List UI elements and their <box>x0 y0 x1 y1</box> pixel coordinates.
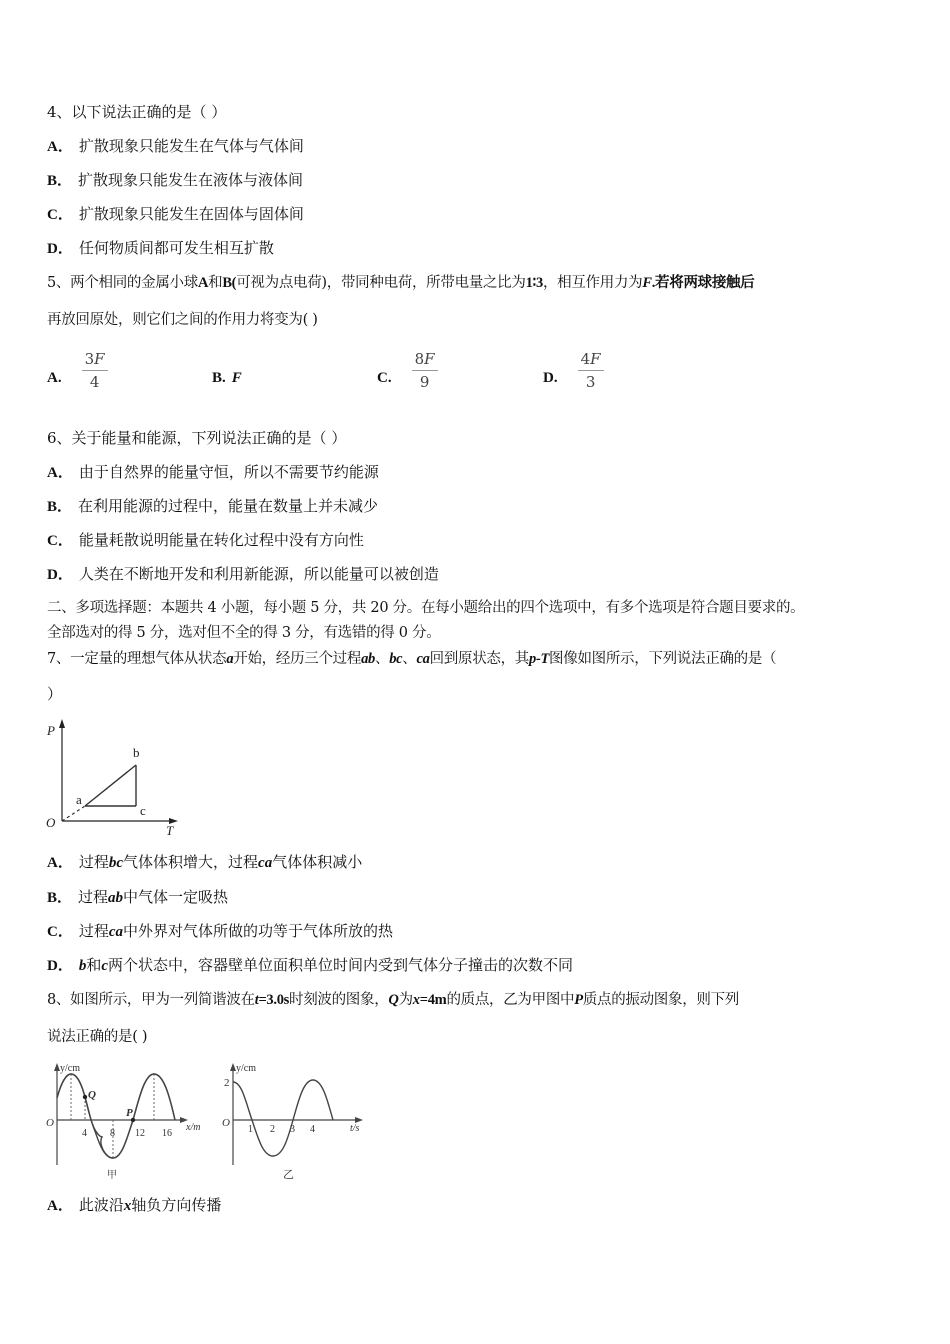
q5-text: 5、两个相同的金属小球 <box>47 275 198 291</box>
point-label-a: a <box>76 792 82 807</box>
q8-text: 8、如图所示，甲为一列简谐波在 <box>47 992 255 1008</box>
denominator: 4 <box>89 373 100 391</box>
option-var: b <box>78 958 87 974</box>
figure-caption: 乙 <box>283 1169 294 1181</box>
option-letter: C. <box>377 370 392 386</box>
q5-options <box>47 343 647 393</box>
option-letter: D． <box>47 241 73 257</box>
q5-text: ，相互作用力为 <box>542 275 643 291</box>
origin-label: O <box>46 815 56 830</box>
q7-var: a <box>226 651 234 667</box>
numerator: 4 <box>580 350 591 368</box>
q8-value: =4m <box>419 992 447 1008</box>
q5-force-var: F <box>642 275 652 291</box>
q8-stem-line1 <box>47 990 739 1010</box>
point-label-b: b <box>133 745 140 760</box>
q4-option-d <box>47 238 274 259</box>
origin-label: O <box>222 1117 230 1129</box>
fraction-bar <box>82 370 108 371</box>
point-label-c: c <box>140 803 146 818</box>
fraction <box>578 350 604 391</box>
option-var: ca <box>108 924 124 940</box>
fraction <box>82 350 108 391</box>
option-letter: B． <box>47 499 73 515</box>
numerator-var: F <box>590 350 601 368</box>
option-letter: C． <box>47 207 73 223</box>
axis-label-p: P <box>47 723 55 738</box>
option-text: 过程 <box>78 922 109 940</box>
option-var: c <box>101 958 109 974</box>
tick-4: 4 <box>310 1124 315 1135</box>
q7-option-c <box>47 921 393 942</box>
q7-text: 、 <box>375 651 390 667</box>
option-text: 扩散现象只能发生在气体与气体间 <box>78 137 304 155</box>
denominator: 9 <box>419 373 430 391</box>
option-text: 人类在不断地开发和利用新能源，所以能量可以被创造 <box>78 565 439 583</box>
q7-var: p-T <box>529 651 550 667</box>
q8-var: t <box>254 992 259 1008</box>
option-var: bc <box>108 855 124 871</box>
q7-text: 回到原状态，其 <box>429 651 529 667</box>
option-letter: D． <box>47 958 73 974</box>
option-text: 过程 <box>78 888 109 906</box>
q4-option-c <box>47 204 304 225</box>
q8-var: Q <box>388 992 399 1008</box>
q8-stem-line2: 说法正确的是( ) <box>47 1029 148 1045</box>
q5-text: 可视为点电荷)，带同种电荷，所带电量之比为 <box>236 275 526 291</box>
option-letter: B． <box>47 173 73 189</box>
option-text: 扩散现象只能发生在固体与固体间 <box>78 205 304 223</box>
option-text: F <box>231 370 242 386</box>
q5-ball-b: B( <box>222 275 237 291</box>
section2-instructions-line2: 全部选对的得 5 分，选对但不全的得 3 分，有选错的得 0 分。 <box>47 625 441 641</box>
fraction-bar <box>412 370 438 371</box>
tick-16: 16 <box>162 1128 172 1139</box>
numerator: 3 <box>84 350 95 368</box>
option-letter: D. <box>543 370 558 386</box>
option-letter: C． <box>47 533 73 549</box>
q5-ball-a: A <box>197 275 209 291</box>
q5-text: 和 <box>208 275 223 291</box>
numerator-var: F <box>424 350 435 368</box>
q7-option-b <box>47 887 228 908</box>
q8-text: 质点的振动图象，则下列 <box>582 992 740 1008</box>
option-text: 任何物质间都可发生相互扩散 <box>78 239 274 257</box>
point-p-label: P <box>126 1107 133 1119</box>
denominator: 3 <box>585 373 596 391</box>
q5-option-a <box>47 343 108 391</box>
origin-label: O <box>46 1117 54 1129</box>
wave-graph-jia <box>40 1058 210 1183</box>
q7-text: 7、一定量的理想气体从状态 <box>47 651 227 667</box>
option-letter: A. <box>47 370 62 386</box>
option-text: 两个状态中，容器壁单位面积单位时间内受到气体分子撞击的次数不同 <box>108 956 574 974</box>
tick-12: 12 <box>135 1128 145 1139</box>
q5-stem-line1 <box>47 273 754 293</box>
option-letter: A． <box>47 1198 73 1214</box>
q8-var: x <box>412 992 420 1008</box>
q5-option-b <box>212 343 242 391</box>
option-text: 气体体积减小 <box>272 853 363 871</box>
q4-stem: 4、以下说法正确的是（ ） <box>47 103 227 121</box>
numerator-var: F <box>94 350 105 368</box>
q8-text: 时刻波的图象， <box>289 992 389 1008</box>
q4-option-a <box>47 136 304 157</box>
point-q-label: Q <box>88 1089 96 1101</box>
q7-option-d <box>47 955 573 976</box>
vibration-graph-yi <box>210 1058 380 1183</box>
q5-text: .若将两球接触后 <box>651 275 755 291</box>
q6-stem: 6、关于能量和能源，下列说法正确的是（ ） <box>47 429 347 447</box>
q5-ratio: 1∶3 <box>525 275 543 291</box>
option-letter: D． <box>47 567 73 583</box>
q8-value: =3.0s <box>258 992 289 1008</box>
q4-option-b <box>47 170 303 191</box>
option-letter: C． <box>47 924 73 940</box>
q7-text: 图像如图所示，下列说法正确的是（ <box>549 651 777 667</box>
option-text: 在利用能源的过程中，能量在数量上并未减少 <box>78 497 379 515</box>
x-axis-label: x/m <box>186 1122 201 1133</box>
axis-label-t: T <box>166 823 174 838</box>
tick-3: 3 <box>290 1124 295 1135</box>
figure-caption: 甲 <box>107 1170 117 1181</box>
option-text: 过程 <box>78 853 109 871</box>
numerator: 8 <box>414 350 425 368</box>
tick-4: 4 <box>82 1128 87 1139</box>
q8-text: 的质点，乙为甲图中 <box>446 992 575 1008</box>
q6-option-d <box>47 564 439 585</box>
option-letter: B． <box>47 890 73 906</box>
option-text: 此波沿 <box>78 1196 124 1214</box>
option-var: ab <box>108 890 124 906</box>
q7-stem-line1 <box>47 649 776 669</box>
option-var: x <box>123 1198 132 1214</box>
q5-stem-line2: 再放回原处，则它们之间的作用力将变为( ) <box>47 312 318 328</box>
x-axis-label: t/s <box>350 1123 360 1134</box>
section2-instructions-line1: 二、多项选择题：本题共 4 小题，每小题 5 分，共 20 分。在每小题给出的四个选项中，有多个选项是符合题目要求的。 <box>47 600 805 616</box>
option-text: 扩散现象只能发生在液体与液体间 <box>78 171 304 189</box>
option-letter: B. <box>212 370 226 386</box>
option-letter: A． <box>47 465 73 481</box>
tick-8: 8 <box>110 1128 115 1139</box>
y-axis-label: y/cm <box>60 1063 80 1074</box>
option-text: 和 <box>86 956 102 974</box>
q6-option-c <box>47 530 364 551</box>
option-text: 由于自然界的能量守恒，所以不需要节约能源 <box>78 463 379 481</box>
q5-option-d <box>543 343 604 391</box>
q7-stem-line2: ） <box>47 685 63 703</box>
q7-var: ab <box>361 651 375 667</box>
tick-1: 1 <box>248 1124 253 1135</box>
pt-diagram <box>40 715 190 840</box>
q7-text: 、 <box>402 651 417 667</box>
q6-option-a <box>47 462 379 483</box>
option-text: 中气体一定吸热 <box>123 888 229 906</box>
option-letter: A． <box>47 139 73 155</box>
option-text: 轴负方向传播 <box>131 1196 222 1214</box>
q7-text: 开始，经历三个过程 <box>233 651 362 667</box>
option-letter: A． <box>47 855 73 871</box>
option-var: ca <box>258 855 273 871</box>
y-axis-label: y/cm <box>236 1063 256 1074</box>
y-tick-2: 2 <box>224 1077 230 1089</box>
tick-2: 2 <box>270 1124 275 1135</box>
q8-var: P <box>574 992 583 1008</box>
q8-option-a <box>47 1195 221 1216</box>
q7-var: ca <box>416 651 430 667</box>
option-text: 中外界对气体所做的功等于气体所放的热 <box>123 922 394 940</box>
q8-text: 为 <box>398 992 413 1008</box>
option-text: 能量耗散说明能量在转化过程中没有方向性 <box>78 531 364 549</box>
option-text: 气体体积增大，过程 <box>123 853 259 871</box>
q5-option-c <box>377 343 438 391</box>
q7-option-a <box>47 852 362 873</box>
fraction-bar <box>578 370 604 371</box>
q6-option-b <box>47 496 378 517</box>
q7-var: bc <box>389 651 403 667</box>
fraction <box>412 350 438 391</box>
